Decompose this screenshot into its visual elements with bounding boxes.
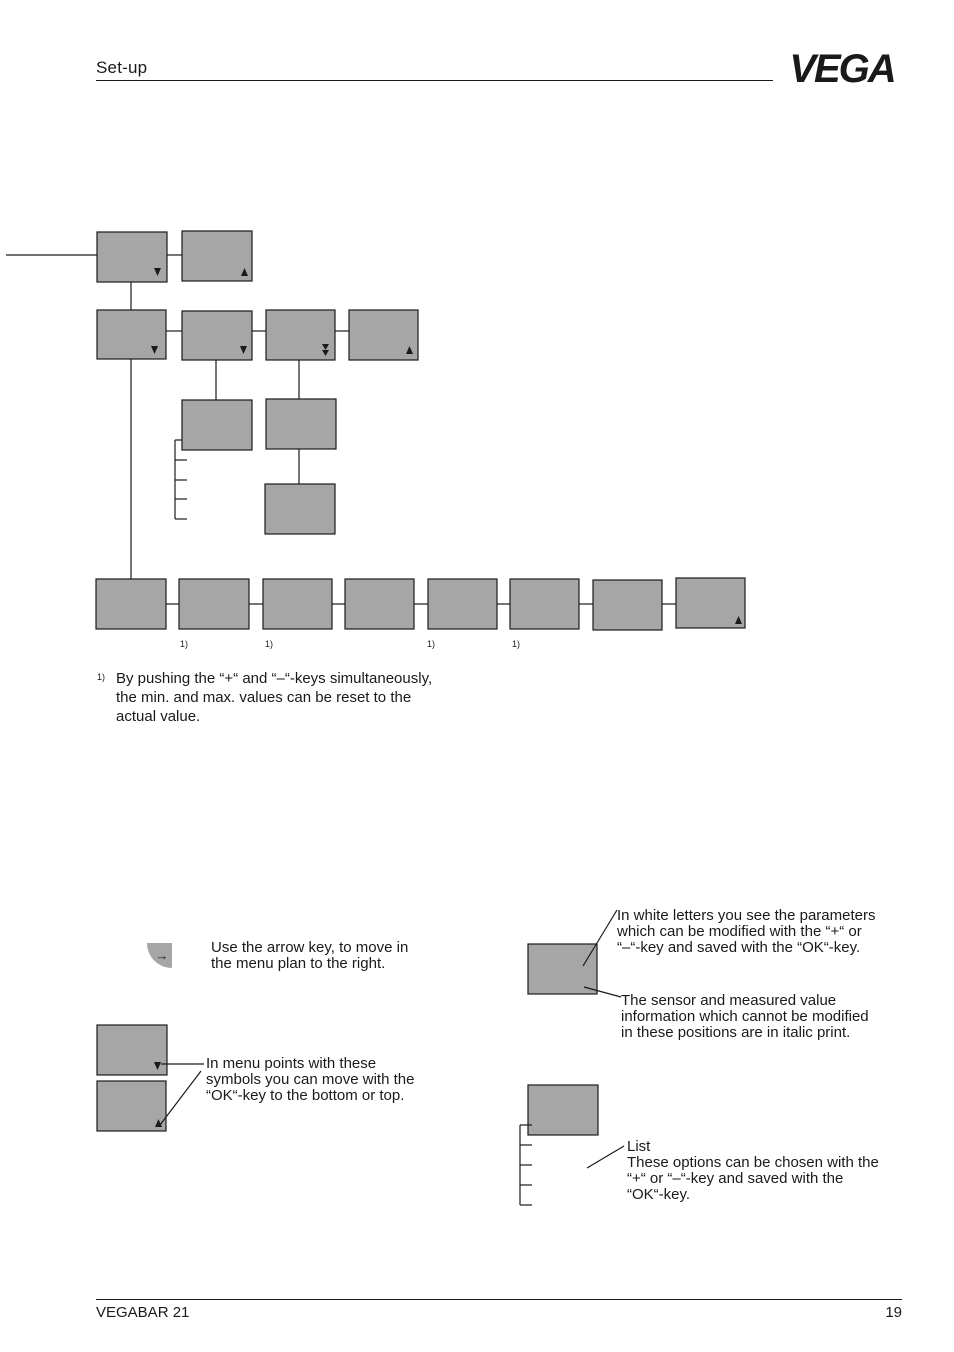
menu-box <box>182 231 252 281</box>
menu-box <box>97 232 167 282</box>
footnote-line: actual value. <box>116 708 201 725</box>
menu-box <box>265 484 335 534</box>
menu-box <box>676 578 745 628</box>
text-line: In white letters you see the parameters <box>617 907 876 924</box>
text-line: “–“-key and saved with the “OK“-key. <box>617 939 861 956</box>
footer-product: VEGABAR 21 <box>96 1304 190 1321</box>
list-title: List <box>627 1138 651 1155</box>
parameter-box <box>528 944 597 994</box>
footnote-line: the min. and max. values can be reset to the <box>116 689 412 706</box>
text-line: “OK“-key. <box>627 1186 691 1203</box>
menu-box <box>593 580 662 630</box>
arrow-key-description <box>211 940 408 972</box>
menu-box <box>182 311 252 360</box>
menu-box <box>263 579 332 629</box>
menu-box <box>266 399 336 449</box>
logo-text: VEGA <box>789 48 895 88</box>
callout-line <box>583 910 617 966</box>
text-line: “+“ or “–“-key and saved with the <box>627 1170 844 1187</box>
white-letters-description <box>617 908 875 956</box>
text-line: Use the arrow key, to move in <box>211 939 409 956</box>
menu-box <box>97 310 166 359</box>
text-line: These options can be chosen with the <box>627 1154 879 1171</box>
text-line: in these positions are in italic print. <box>621 1024 851 1041</box>
text-line: “OK“-key to the bottom or top. <box>206 1087 405 1104</box>
text-line: information which cannot be modified <box>621 1008 869 1025</box>
menu-box <box>428 579 497 629</box>
list-description <box>627 1139 879 1203</box>
text-line: In menu points with these <box>206 1055 377 1072</box>
callout-line <box>587 1146 624 1168</box>
list-box <box>528 1085 598 1135</box>
footnote-marker: 1) <box>427 639 436 649</box>
footnote-line: By pushing the “+“ and “–“-keys simultaneously, <box>116 670 433 687</box>
ok-key-description <box>206 1056 414 1104</box>
menu-box <box>179 579 249 629</box>
text-line: symbols you can move with the <box>206 1071 415 1088</box>
ok-up-box <box>97 1081 166 1131</box>
text-line: which can be modified with the “+“ or <box>617 923 862 940</box>
menu-box <box>345 579 414 629</box>
footnote-marker: 1) <box>265 639 274 649</box>
text-line: the menu plan to the right. <box>211 955 386 972</box>
text-line: The sensor and measured value <box>621 992 837 1009</box>
menu-box <box>182 400 252 450</box>
footnote-marker: 1) <box>180 639 189 649</box>
section-title: Set-up <box>96 58 148 77</box>
page-number: 19 <box>885 1304 902 1321</box>
menu-box <box>96 579 166 629</box>
menu-diagram <box>0 0 954 660</box>
footnote-number: 1) <box>97 672 106 682</box>
footnote-text <box>116 669 432 726</box>
footnote-marker: 1) <box>512 639 521 649</box>
menu-box <box>510 579 579 629</box>
arrow-key-glyph: → <box>155 948 169 963</box>
footer-rule <box>96 1299 902 1300</box>
italic-info-description <box>621 993 869 1041</box>
